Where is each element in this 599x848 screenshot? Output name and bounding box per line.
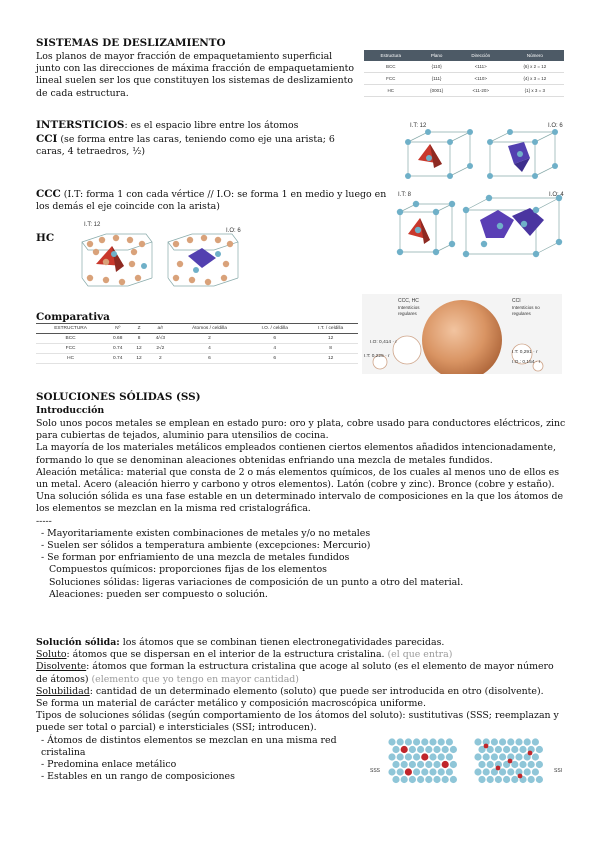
soluciones-title: SOLUCIONES SÓLIDAS (SS) bbox=[36, 391, 201, 403]
fig-it-right: I.T: 0,291 · r bbox=[512, 350, 538, 355]
intersticios-title: INTERSTICIOS bbox=[36, 119, 125, 131]
table-header: ESTRUCTURA bbox=[36, 324, 105, 334]
soluto-label: Soluto bbox=[36, 649, 67, 661]
para-5: Se forma un material de carácter metálico y composición macroscópica uniforme. bbox=[36, 698, 426, 710]
lattice-atom bbox=[524, 738, 531, 745]
para-1: Solo unos pocos metales se emplean en estado puro: oro y plata, cobre usado para conductores eléctricos, zinc para cubiertas de tejados, aluminio para utensilios de cocina. bbox=[36, 418, 566, 442]
table-header: Número bbox=[506, 50, 564, 61]
table-cell: 4 bbox=[246, 344, 303, 354]
interstitial-atom bbox=[518, 774, 523, 779]
def-soluto bbox=[36, 649, 566, 661]
lattice-atom bbox=[401, 761, 408, 768]
ssi-label: SSI bbox=[554, 768, 563, 774]
ccc-text bbox=[36, 188, 388, 213]
lattice-atom bbox=[495, 776, 502, 783]
lattice-atom bbox=[433, 776, 440, 783]
soluto-note: (el que entra) bbox=[387, 649, 453, 661]
table-header: Nº bbox=[105, 324, 130, 334]
lattice-atom bbox=[503, 776, 510, 783]
lattice-atom bbox=[450, 761, 457, 768]
para-3: Aleación metálica: material que consta de 2 o más elementos químicos, de los cuales al menos uno de ellos es un metal. Acero (aleación hierro y carbono y otros elementos). Latón (cobre y zinc). Bronce (cobre y estaño). bbox=[36, 466, 560, 491]
lattice-atom bbox=[433, 761, 440, 768]
lattice-atom bbox=[499, 738, 506, 745]
fig-io-right: I.O.: 0,154 · r bbox=[512, 360, 541, 365]
lattice-atom bbox=[507, 738, 514, 745]
lattice-atom bbox=[524, 768, 531, 775]
table-cell: 12 bbox=[303, 334, 358, 344]
soluto-text: : átomos que se dispersan en el interior de la estructura cristalina. bbox=[66, 649, 388, 661]
table-cell: <111> bbox=[456, 61, 506, 73]
fig3-io-label: I.O: 6 bbox=[226, 228, 241, 234]
lattice-atom bbox=[536, 746, 543, 753]
fig1-it-label: I.T: 12 bbox=[410, 123, 427, 129]
table-cell: {0001} bbox=[417, 85, 455, 97]
def-solubilidad bbox=[36, 686, 566, 698]
table-cell: 6 bbox=[173, 354, 246, 364]
table-cell: 12 bbox=[130, 344, 148, 354]
interstitial-atom bbox=[508, 759, 513, 764]
list-item: - Suelen ser sólidos a temperatura ambiente (excepciones: Mercurio) bbox=[41, 540, 371, 552]
table-header: a/r bbox=[148, 324, 173, 334]
lattice-atom bbox=[429, 768, 436, 775]
lattice-atom bbox=[495, 746, 502, 753]
table-cell: 0.68 bbox=[105, 334, 130, 344]
table-row bbox=[364, 85, 564, 97]
fig1-io-label: I.O: 6 bbox=[548, 123, 563, 129]
slip-table bbox=[364, 50, 564, 97]
lattice-atom bbox=[507, 768, 514, 775]
lattice-atom bbox=[515, 753, 522, 760]
lattice-atom bbox=[421, 768, 428, 775]
disolvente-note: (elemento que yo tengo en mayor cantidad) bbox=[91, 673, 299, 685]
lattice-atom bbox=[429, 738, 436, 745]
table-cell: {111} bbox=[417, 73, 455, 85]
fig-left-title: CCC, HC bbox=[398, 298, 419, 304]
cci-desc: (se forma entre las caras, teniendo como eje una arista; 6 caras, 4 tetraedros, ½) bbox=[36, 134, 335, 158]
solubilidad-label: Solubilidad bbox=[36, 685, 90, 697]
lattice-atom bbox=[392, 746, 399, 753]
fig3-it-label: I.T: 12 bbox=[84, 222, 101, 228]
table-cell: BCC bbox=[36, 334, 105, 344]
table-row bbox=[36, 334, 358, 344]
lattice-atom bbox=[532, 753, 539, 760]
disolvente-label: Disolvente bbox=[36, 661, 87, 673]
table-row bbox=[36, 354, 358, 364]
lattice-atom bbox=[397, 768, 404, 775]
table-cell: 4 bbox=[173, 344, 246, 354]
list-item: Aleaciones: pueden ser compuesto o solución. bbox=[49, 588, 268, 600]
table-cell: {110} bbox=[417, 61, 455, 73]
lattice-atom bbox=[487, 776, 494, 783]
lattice-atom bbox=[446, 738, 453, 745]
ccc-desc: (I.T: forma 1 con cada vértice // I.O: se forma 1 en medio y luego en los demás el eje coincide con la arista) bbox=[36, 189, 387, 213]
lattice-atom bbox=[536, 776, 543, 783]
lattice-atom bbox=[409, 746, 416, 753]
lattice-atom bbox=[388, 753, 395, 760]
table-cell: {6} x 2 = 12 bbox=[506, 61, 564, 73]
table-row bbox=[364, 73, 564, 85]
lattice-atom bbox=[511, 761, 518, 768]
lattice-atom bbox=[487, 761, 494, 768]
lattice-atom bbox=[491, 738, 498, 745]
table-cell: FCC bbox=[36, 344, 105, 354]
bullets-list-2 bbox=[36, 735, 371, 784]
lattice-atom bbox=[417, 761, 424, 768]
table-header: I.T. / celdilla bbox=[303, 324, 358, 334]
list-item: - Mayoritariamente existen combinaciones de metales y/o no metales bbox=[41, 527, 371, 539]
table-header: Plano bbox=[417, 50, 455, 61]
lattice-atom bbox=[413, 753, 420, 760]
bullets-list bbox=[36, 528, 566, 565]
lattice-atom bbox=[392, 761, 399, 768]
list-item: - Estables en un rango de composiciones bbox=[41, 771, 235, 783]
interstitial-atom bbox=[496, 766, 501, 771]
list-item: Compuestos químicos: proporciones fijas de los elementos bbox=[49, 564, 327, 576]
slip-title: SISTEMAS DE DESLIZAMIENTO bbox=[36, 37, 226, 49]
hc-label: HC bbox=[36, 232, 55, 244]
lattice-atom bbox=[438, 768, 445, 775]
lattice-atom bbox=[409, 776, 416, 783]
lattice-atom bbox=[421, 738, 428, 745]
table-cell: 6 bbox=[246, 334, 303, 344]
lattice-atom bbox=[483, 768, 490, 775]
lattice-atom bbox=[392, 776, 399, 783]
lattice-atom bbox=[478, 776, 485, 783]
fig2-it-label: I.T: 8 bbox=[398, 192, 412, 198]
lattice-atom bbox=[446, 753, 453, 760]
lattice-atom bbox=[388, 738, 395, 745]
lattice-atom bbox=[519, 761, 526, 768]
list-item: - Se forman por enfriamiento de una mezcla de metales fundidos bbox=[41, 552, 350, 564]
lattice-atom bbox=[413, 738, 420, 745]
lattice-atom bbox=[438, 753, 445, 760]
table-cell: 4/√3 bbox=[148, 334, 173, 344]
table-cell: FCC bbox=[364, 73, 417, 85]
para-6: Tipos de soluciones sólidas (según comportamiento de los átomos del soluto): sustitutivas (SSS; reemplazan y puede ser total o parcial) e intersticiales (SSI; introducen). bbox=[36, 710, 559, 734]
def-disolvente bbox=[36, 661, 566, 685]
lattice-atom bbox=[417, 746, 424, 753]
table-cell: 8 bbox=[303, 344, 358, 354]
solubilidad-text: : cantidad de un determinado elemento (soluto) que puede ser introducida en otro (disolvente). bbox=[89, 685, 544, 697]
lattice-atom bbox=[438, 738, 445, 745]
lattice-atom bbox=[421, 753, 428, 760]
sub-list bbox=[36, 564, 566, 601]
table-cell: <110> bbox=[456, 73, 506, 85]
lattice-atom bbox=[474, 753, 481, 760]
soluciones-body bbox=[36, 418, 566, 601]
table-cell: {1} x 3 = 3 bbox=[506, 85, 564, 97]
lattice-atom bbox=[405, 738, 412, 745]
table-row bbox=[36, 344, 358, 354]
lattice-atom bbox=[528, 776, 535, 783]
lattice-atom bbox=[425, 746, 432, 753]
fig-io-left: I.O: 0,414 · r bbox=[370, 340, 397, 345]
table-header: I.O. / celdilla bbox=[246, 324, 303, 334]
fig-it-left: I.T: 0,225 · r bbox=[364, 354, 390, 359]
def-solucion bbox=[36, 637, 566, 649]
lattice-atom bbox=[397, 753, 404, 760]
lattice-atom bbox=[405, 753, 412, 760]
list-item: - Átomos de distintos elementos se mezclan en una misma red cristalina bbox=[41, 734, 337, 758]
ccc-label: CCC bbox=[36, 188, 61, 200]
lattice-atom bbox=[401, 776, 408, 783]
fig-right-title: CCI bbox=[512, 298, 521, 304]
comparativa-table bbox=[36, 323, 358, 364]
lattice-atom bbox=[511, 746, 518, 753]
para-2: La mayoría de los materiales metálicos empleados contienen ciertos elementos añadidos intencionadamente, formando lo que se denominan aleaciones obtenidas enfriando una mezcla de metales fundidos. bbox=[36, 442, 556, 466]
lattice-atom bbox=[433, 746, 440, 753]
lattice-atom bbox=[397, 738, 404, 745]
hc-interstitial-figure bbox=[76, 222, 250, 288]
table-cell: 2 bbox=[173, 334, 246, 344]
table-cell: 6 bbox=[246, 354, 303, 364]
table-cell: 0.74 bbox=[105, 354, 130, 364]
lattice-atom bbox=[478, 761, 485, 768]
table-cell: <11-20> bbox=[456, 85, 506, 97]
interstitial-size-figure bbox=[362, 294, 562, 374]
slip-text: Los planos de mayor fracción de empaquetamiento superficial junto con las direcciones de máxima fracción de empaquetamiento lineal suelen ser los que constituyen los sistemas de deslizamiento de cada estructura. bbox=[36, 51, 355, 99]
lattice-atom bbox=[405, 768, 412, 775]
lattice-atom bbox=[417, 776, 424, 783]
table-header: Átomos / celdilla bbox=[173, 324, 246, 334]
lattice-atom bbox=[446, 768, 453, 775]
ccc-interstitial-figure bbox=[394, 190, 569, 262]
disolvente-text: : átomos que forman la estructura cristalina que acoge al soluto (es el elemento de mayor número de átomos) bbox=[36, 661, 554, 685]
lattice-atom bbox=[474, 768, 481, 775]
cci-label: CCI bbox=[36, 133, 58, 145]
table-cell: 8 bbox=[130, 334, 148, 344]
table-cell: 12 bbox=[303, 354, 358, 364]
separator: ----- bbox=[36, 515, 52, 527]
fig2-io-label: I.O: 4 bbox=[549, 192, 564, 198]
cci-interstitial-figure bbox=[400, 120, 570, 184]
lattice-atom bbox=[442, 746, 449, 753]
table-cell: HC bbox=[364, 85, 417, 97]
lattice-atom bbox=[532, 738, 539, 745]
solid-solution-figure bbox=[370, 738, 566, 786]
lattice-atom bbox=[503, 746, 510, 753]
lattice-atom bbox=[442, 776, 449, 783]
lattice-atom bbox=[388, 768, 395, 775]
comparativa-title: Comparativa bbox=[36, 311, 110, 323]
table-cell: {4} x 3 = 12 bbox=[506, 73, 564, 85]
lattice-atom bbox=[499, 768, 506, 775]
table-cell: 2 bbox=[148, 354, 173, 364]
table-cell: 0.74 bbox=[105, 344, 130, 354]
list-item: - Predomina enlace metálico bbox=[41, 759, 177, 771]
lattice-atom bbox=[425, 761, 432, 768]
table-cell: BCC bbox=[364, 61, 417, 73]
lattice-atom bbox=[442, 761, 449, 768]
intersticios-heading bbox=[36, 119, 366, 132]
lattice-atom bbox=[483, 753, 490, 760]
lattice-atom bbox=[409, 761, 416, 768]
lattice-atom bbox=[528, 761, 535, 768]
lattice-atom bbox=[511, 776, 518, 783]
table-header: Dirección bbox=[456, 50, 506, 61]
lattice-atom bbox=[450, 746, 457, 753]
def-text: los átomos que se combinan tienen electronegatividades parecidas. bbox=[119, 637, 445, 648]
table-cell: 2√2 bbox=[148, 344, 173, 354]
table-cell: 12 bbox=[130, 354, 148, 364]
lattice-atom bbox=[532, 768, 539, 775]
lattice-atom bbox=[499, 753, 506, 760]
lattice-atom bbox=[401, 746, 408, 753]
table-header: Estructura bbox=[364, 50, 417, 61]
cci-text bbox=[36, 133, 366, 158]
fig-right-sub: Intersticios no regulares bbox=[512, 305, 540, 316]
lattice-atom bbox=[429, 753, 436, 760]
table-header: Z bbox=[130, 324, 148, 334]
lattice-atom bbox=[425, 776, 432, 783]
para-4: Una solución sólida es una fase estable en un determinado intervalo de composiciones en la que los átomos de los elementos se mezclan en la misma red cristalográfica. bbox=[36, 491, 564, 515]
lattice-atom bbox=[491, 753, 498, 760]
intersticios-def: : es el espacio libre entre los átomos bbox=[124, 120, 299, 131]
table-cell: HC bbox=[36, 354, 105, 364]
interstitial-atom bbox=[528, 751, 533, 756]
def-label: Solución sólida: bbox=[36, 637, 120, 648]
table-row bbox=[364, 61, 564, 73]
sss-label: SSS bbox=[370, 768, 381, 774]
intro-title: Introducción bbox=[36, 405, 105, 416]
lattice-atom bbox=[413, 768, 420, 775]
lattice-atom bbox=[450, 776, 457, 783]
lattice-atom bbox=[519, 746, 526, 753]
lattice-atom bbox=[474, 738, 481, 745]
lattice-atom bbox=[515, 738, 522, 745]
lattice-atom bbox=[536, 761, 543, 768]
fig-left-sub: Intersticios regulares bbox=[398, 305, 420, 316]
list-item: Soluciones sólidas: ligeras variaciones de composición de un punto a otro del material. bbox=[49, 576, 464, 588]
interstitial-atom bbox=[484, 744, 489, 749]
